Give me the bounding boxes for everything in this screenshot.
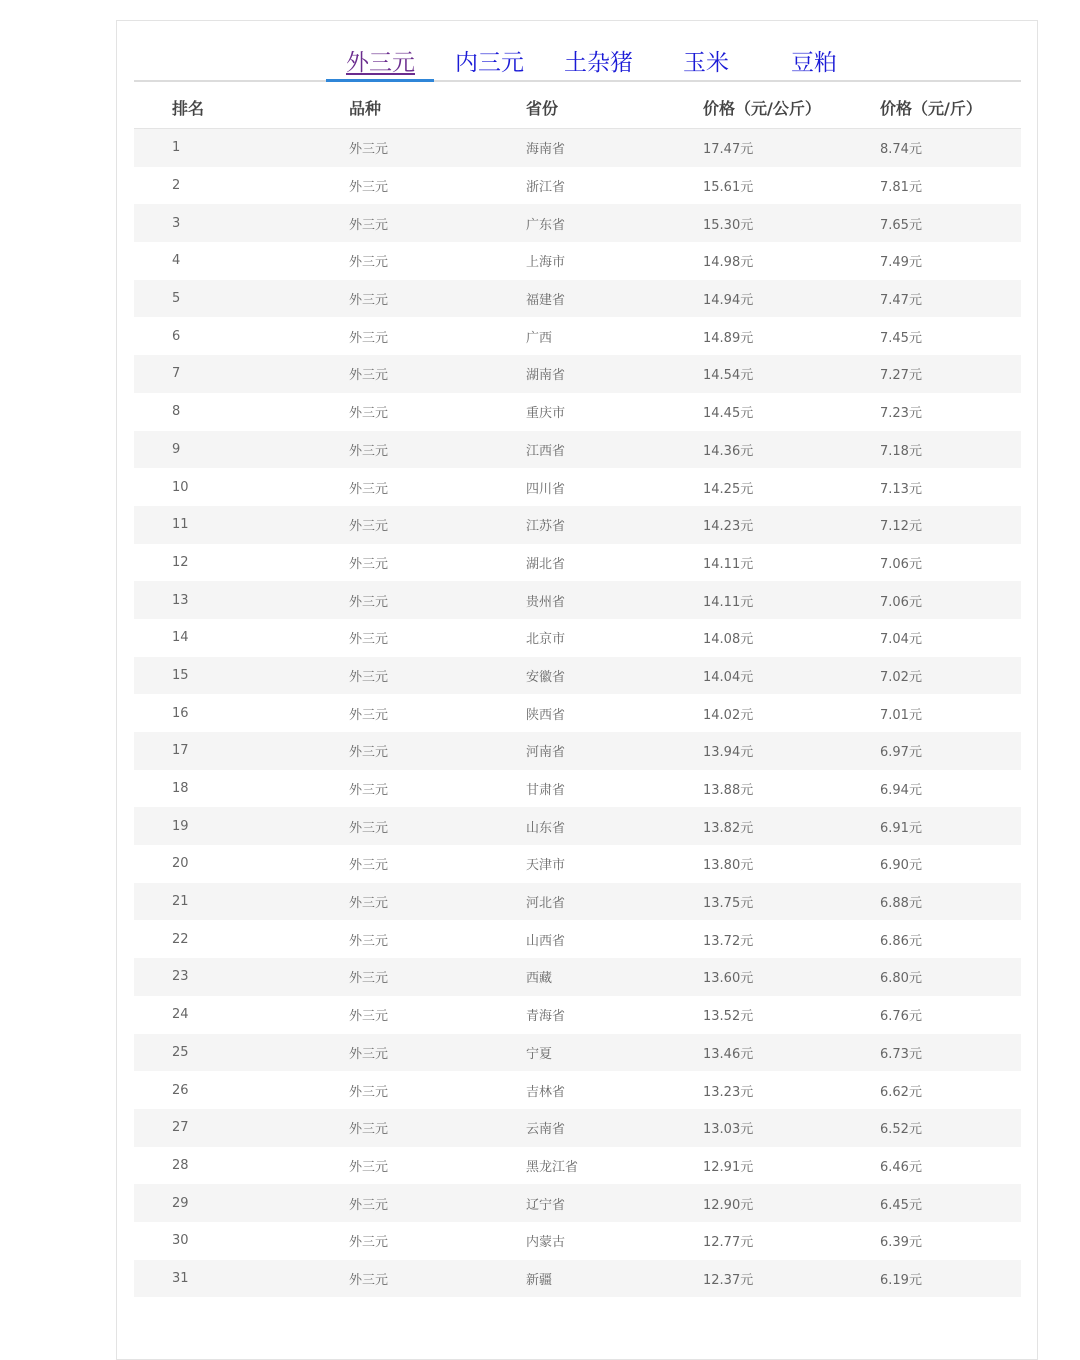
cell-province: 辽宁省 — [526, 1184, 703, 1222]
cell-price-kg: 13.94元 — [703, 732, 880, 770]
cell-price-kg: 14.36元 — [703, 431, 880, 469]
cell-price-jin: 6.46元 — [880, 1147, 1021, 1185]
cell-price-jin: 7.04元 — [880, 619, 1021, 657]
cell-variety: 外三元 — [349, 1260, 526, 1298]
cell-price-jin: 6.91元 — [880, 807, 1021, 845]
cell-price-jin: 7.13元 — [880, 468, 1021, 506]
active-tab-indicator — [326, 79, 434, 82]
cell-price-jin: 7.49元 — [880, 242, 1021, 280]
cell-variety: 外三元 — [349, 694, 526, 732]
tab-doupo[interactable]: 豆粕 — [791, 50, 837, 76]
cell-price-jin: 7.23元 — [880, 393, 1021, 431]
cell-price-jin: 7.01元 — [880, 694, 1021, 732]
cell-price-kg: 13.60元 — [703, 958, 880, 996]
table-row — [134, 657, 1021, 695]
cell-variety: 外三元 — [349, 431, 526, 469]
cell-rank: 31 — [134, 1260, 349, 1298]
cell-variety: 外三元 — [349, 619, 526, 657]
cell-price-jin: 6.80元 — [880, 958, 1021, 996]
cell-province: 新疆 — [526, 1260, 703, 1298]
cell-rank: 19 — [134, 807, 349, 845]
cell-price-kg: 14.02元 — [703, 694, 880, 732]
cell-variety: 外三元 — [349, 242, 526, 280]
table-row — [134, 167, 1021, 205]
cell-rank: 20 — [134, 845, 349, 883]
table-row — [134, 544, 1021, 582]
cell-province: 宁夏 — [526, 1034, 703, 1072]
cell-price-kg: 14.45元 — [703, 393, 880, 431]
cell-variety: 外三元 — [349, 355, 526, 393]
cell-rank: 25 — [134, 1034, 349, 1072]
cell-variety: 外三元 — [349, 129, 526, 167]
cell-price-kg: 14.89元 — [703, 317, 880, 355]
table-row — [134, 1222, 1021, 1260]
cell-province: 广西 — [526, 317, 703, 355]
cell-price-jin: 7.06元 — [880, 581, 1021, 619]
cell-price-kg: 14.25元 — [703, 468, 880, 506]
tab-bar — [134, 40, 1021, 82]
table-row — [134, 317, 1021, 355]
cell-price-kg: 13.72元 — [703, 920, 880, 958]
cell-price-kg: 12.37元 — [703, 1260, 880, 1298]
cell-price-kg: 13.82元 — [703, 807, 880, 845]
table-row — [134, 204, 1021, 242]
cell-variety: 外三元 — [349, 167, 526, 205]
cell-variety: 外三元 — [349, 996, 526, 1034]
cell-variety: 外三元 — [349, 770, 526, 808]
cell-price-kg: 13.46元 — [703, 1034, 880, 1072]
cell-price-kg: 13.52元 — [703, 996, 880, 1034]
cell-variety: 外三元 — [349, 1109, 526, 1147]
cell-province: 黑龙江省 — [526, 1147, 703, 1185]
cell-province: 安徽省 — [526, 657, 703, 695]
cell-rank: 2 — [134, 167, 349, 205]
cell-variety: 外三元 — [349, 1071, 526, 1109]
cell-price-jin: 6.52元 — [880, 1109, 1021, 1147]
cell-variety: 外三元 — [349, 1222, 526, 1260]
table-row — [134, 845, 1021, 883]
cell-price-kg: 13.88元 — [703, 770, 880, 808]
cell-province: 江苏省 — [526, 506, 703, 544]
table-row — [134, 694, 1021, 732]
cell-province: 吉林省 — [526, 1071, 703, 1109]
cell-province: 山东省 — [526, 807, 703, 845]
cell-price-kg: 13.75元 — [703, 883, 880, 921]
cell-variety: 外三元 — [349, 506, 526, 544]
header-price-kg: 价格（元/公斤） — [703, 86, 880, 129]
cell-price-kg: 14.08元 — [703, 619, 880, 657]
table-row — [134, 920, 1021, 958]
cell-price-jin: 6.90元 — [880, 845, 1021, 883]
cell-rank: 26 — [134, 1071, 349, 1109]
cell-rank: 16 — [134, 694, 349, 732]
table-row — [134, 1034, 1021, 1072]
cell-rank: 14 — [134, 619, 349, 657]
table-row — [134, 883, 1021, 921]
cell-rank: 15 — [134, 657, 349, 695]
table-row — [134, 619, 1021, 657]
cell-rank: 24 — [134, 996, 349, 1034]
table-row — [134, 1184, 1021, 1222]
cell-province: 内蒙古 — [526, 1222, 703, 1260]
cell-price-jin: 6.19元 — [880, 1260, 1021, 1298]
table-row — [134, 393, 1021, 431]
cell-rank: 8 — [134, 393, 349, 431]
cell-variety: 外三元 — [349, 544, 526, 582]
cell-price-kg: 15.30元 — [703, 204, 880, 242]
tab-waisanyuan[interactable]: 外三元 — [346, 50, 415, 76]
table-row — [134, 1147, 1021, 1185]
cell-variety: 外三元 — [349, 958, 526, 996]
cell-province: 四川省 — [526, 468, 703, 506]
header-price-jin: 价格（元/斤） — [880, 86, 1021, 129]
cell-province: 河北省 — [526, 883, 703, 921]
cell-rank: 17 — [134, 732, 349, 770]
cell-price-kg: 14.94元 — [703, 280, 880, 318]
cell-province: 贵州省 — [526, 581, 703, 619]
cell-price-kg: 14.23元 — [703, 506, 880, 544]
cell-rank: 22 — [134, 920, 349, 958]
cell-price-jin: 6.88元 — [880, 883, 1021, 921]
cell-price-jin: 6.76元 — [880, 996, 1021, 1034]
cell-price-kg: 14.98元 — [703, 242, 880, 280]
cell-variety: 外三元 — [349, 581, 526, 619]
cell-price-kg: 13.80元 — [703, 845, 880, 883]
cell-rank: 21 — [134, 883, 349, 921]
tab-neisanyuan[interactable]: 内三元 — [455, 50, 524, 76]
cell-price-jin: 6.62元 — [880, 1071, 1021, 1109]
cell-rank: 29 — [134, 1184, 349, 1222]
cell-price-jin: 6.94元 — [880, 770, 1021, 808]
table-row — [134, 506, 1021, 544]
header-rank: 排名 — [134, 86, 349, 129]
cell-rank: 3 — [134, 204, 349, 242]
table-row — [134, 242, 1021, 280]
cell-province: 海南省 — [526, 129, 703, 167]
cell-rank: 12 — [134, 544, 349, 582]
cell-province: 重庆市 — [526, 393, 703, 431]
cell-rank: 13 — [134, 581, 349, 619]
cell-price-jin: 7.65元 — [880, 204, 1021, 242]
cell-variety: 外三元 — [349, 657, 526, 695]
cell-province: 湖南省 — [526, 355, 703, 393]
cell-price-jin: 6.97元 — [880, 732, 1021, 770]
table-row — [134, 1109, 1021, 1147]
table-row — [134, 468, 1021, 506]
cell-province: 江西省 — [526, 431, 703, 469]
cell-variety: 外三元 — [349, 1034, 526, 1072]
cell-province: 上海市 — [526, 242, 703, 280]
cell-rank: 9 — [134, 431, 349, 469]
cell-variety: 外三元 — [349, 1184, 526, 1222]
cell-price-kg: 14.11元 — [703, 581, 880, 619]
cell-price-kg: 17.47元 — [703, 129, 880, 167]
cell-rank: 23 — [134, 958, 349, 996]
table-row — [134, 355, 1021, 393]
cell-province: 福建省 — [526, 280, 703, 318]
table-header-row — [134, 86, 1021, 129]
cell-price-kg: 15.61元 — [703, 167, 880, 205]
cell-price-jin: 7.18元 — [880, 431, 1021, 469]
cell-rank: 28 — [134, 1147, 349, 1185]
cell-province: 陕西省 — [526, 694, 703, 732]
cell-rank: 1 — [134, 129, 349, 167]
table-row — [134, 770, 1021, 808]
cell-rank: 18 — [134, 770, 349, 808]
header-province: 省份 — [526, 86, 703, 129]
table-row — [134, 581, 1021, 619]
tab-tuzazhu[interactable]: 土杂猪 — [564, 50, 633, 76]
cell-rank: 11 — [134, 506, 349, 544]
table-row — [134, 996, 1021, 1034]
cell-price-jin: 7.02元 — [880, 657, 1021, 695]
cell-price-jin: 7.06元 — [880, 544, 1021, 582]
cell-price-jin: 6.39元 — [880, 1222, 1021, 1260]
cell-variety: 外三元 — [349, 317, 526, 355]
cell-rank: 5 — [134, 280, 349, 318]
cell-rank: 10 — [134, 468, 349, 506]
cell-price-kg: 13.23元 — [703, 1071, 880, 1109]
cell-province: 浙江省 — [526, 167, 703, 205]
table-row — [134, 958, 1021, 996]
cell-province: 北京市 — [526, 619, 703, 657]
cell-province: 云南省 — [526, 1109, 703, 1147]
cell-price-kg: 14.54元 — [703, 355, 880, 393]
cell-price-kg: 12.91元 — [703, 1147, 880, 1185]
cell-province: 山西省 — [526, 920, 703, 958]
cell-variety: 外三元 — [349, 204, 526, 242]
cell-province: 青海省 — [526, 996, 703, 1034]
tab-yumi[interactable]: 玉米 — [683, 50, 729, 76]
cell-variety: 外三元 — [349, 393, 526, 431]
cell-variety: 外三元 — [349, 732, 526, 770]
cell-price-kg: 14.11元 — [703, 544, 880, 582]
cell-variety: 外三元 — [349, 845, 526, 883]
cell-variety: 外三元 — [349, 1147, 526, 1185]
cell-price-kg: 12.77元 — [703, 1222, 880, 1260]
cell-province: 河南省 — [526, 732, 703, 770]
cell-price-kg: 12.90元 — [703, 1184, 880, 1222]
cell-province: 甘肃省 — [526, 770, 703, 808]
cell-price-jin: 7.12元 — [880, 506, 1021, 544]
cell-variety: 外三元 — [349, 468, 526, 506]
cell-price-jin: 6.45元 — [880, 1184, 1021, 1222]
cell-price-kg: 14.04元 — [703, 657, 880, 695]
cell-variety: 外三元 — [349, 920, 526, 958]
cell-province: 天津市 — [526, 845, 703, 883]
table-row — [134, 807, 1021, 845]
cell-variety: 外三元 — [349, 807, 526, 845]
table-row — [134, 1260, 1021, 1298]
cell-price-jin: 7.27元 — [880, 355, 1021, 393]
cell-price-jin: 6.86元 — [880, 920, 1021, 958]
cell-price-jin: 7.81元 — [880, 167, 1021, 205]
cell-price-kg: 13.03元 — [703, 1109, 880, 1147]
cell-province: 湖北省 — [526, 544, 703, 582]
cell-province: 广东省 — [526, 204, 703, 242]
table-body — [134, 129, 1021, 1298]
table-row — [134, 129, 1021, 167]
cell-price-jin: 6.73元 — [880, 1034, 1021, 1072]
price-ranking-table — [134, 86, 1021, 1297]
header-variety: 品种 — [349, 86, 526, 129]
cell-province: 西藏 — [526, 958, 703, 996]
table-row — [134, 431, 1021, 469]
cell-rank: 6 — [134, 317, 349, 355]
table-row — [134, 280, 1021, 318]
cell-rank: 4 — [134, 242, 349, 280]
cell-rank: 7 — [134, 355, 349, 393]
cell-rank: 30 — [134, 1222, 349, 1260]
cell-rank: 27 — [134, 1109, 349, 1147]
cell-variety: 外三元 — [349, 280, 526, 318]
cell-variety: 外三元 — [349, 883, 526, 921]
cell-price-jin: 7.47元 — [880, 280, 1021, 318]
table-row — [134, 1071, 1021, 1109]
table-row — [134, 732, 1021, 770]
cell-price-jin: 8.74元 — [880, 129, 1021, 167]
cell-price-jin: 7.45元 — [880, 317, 1021, 355]
